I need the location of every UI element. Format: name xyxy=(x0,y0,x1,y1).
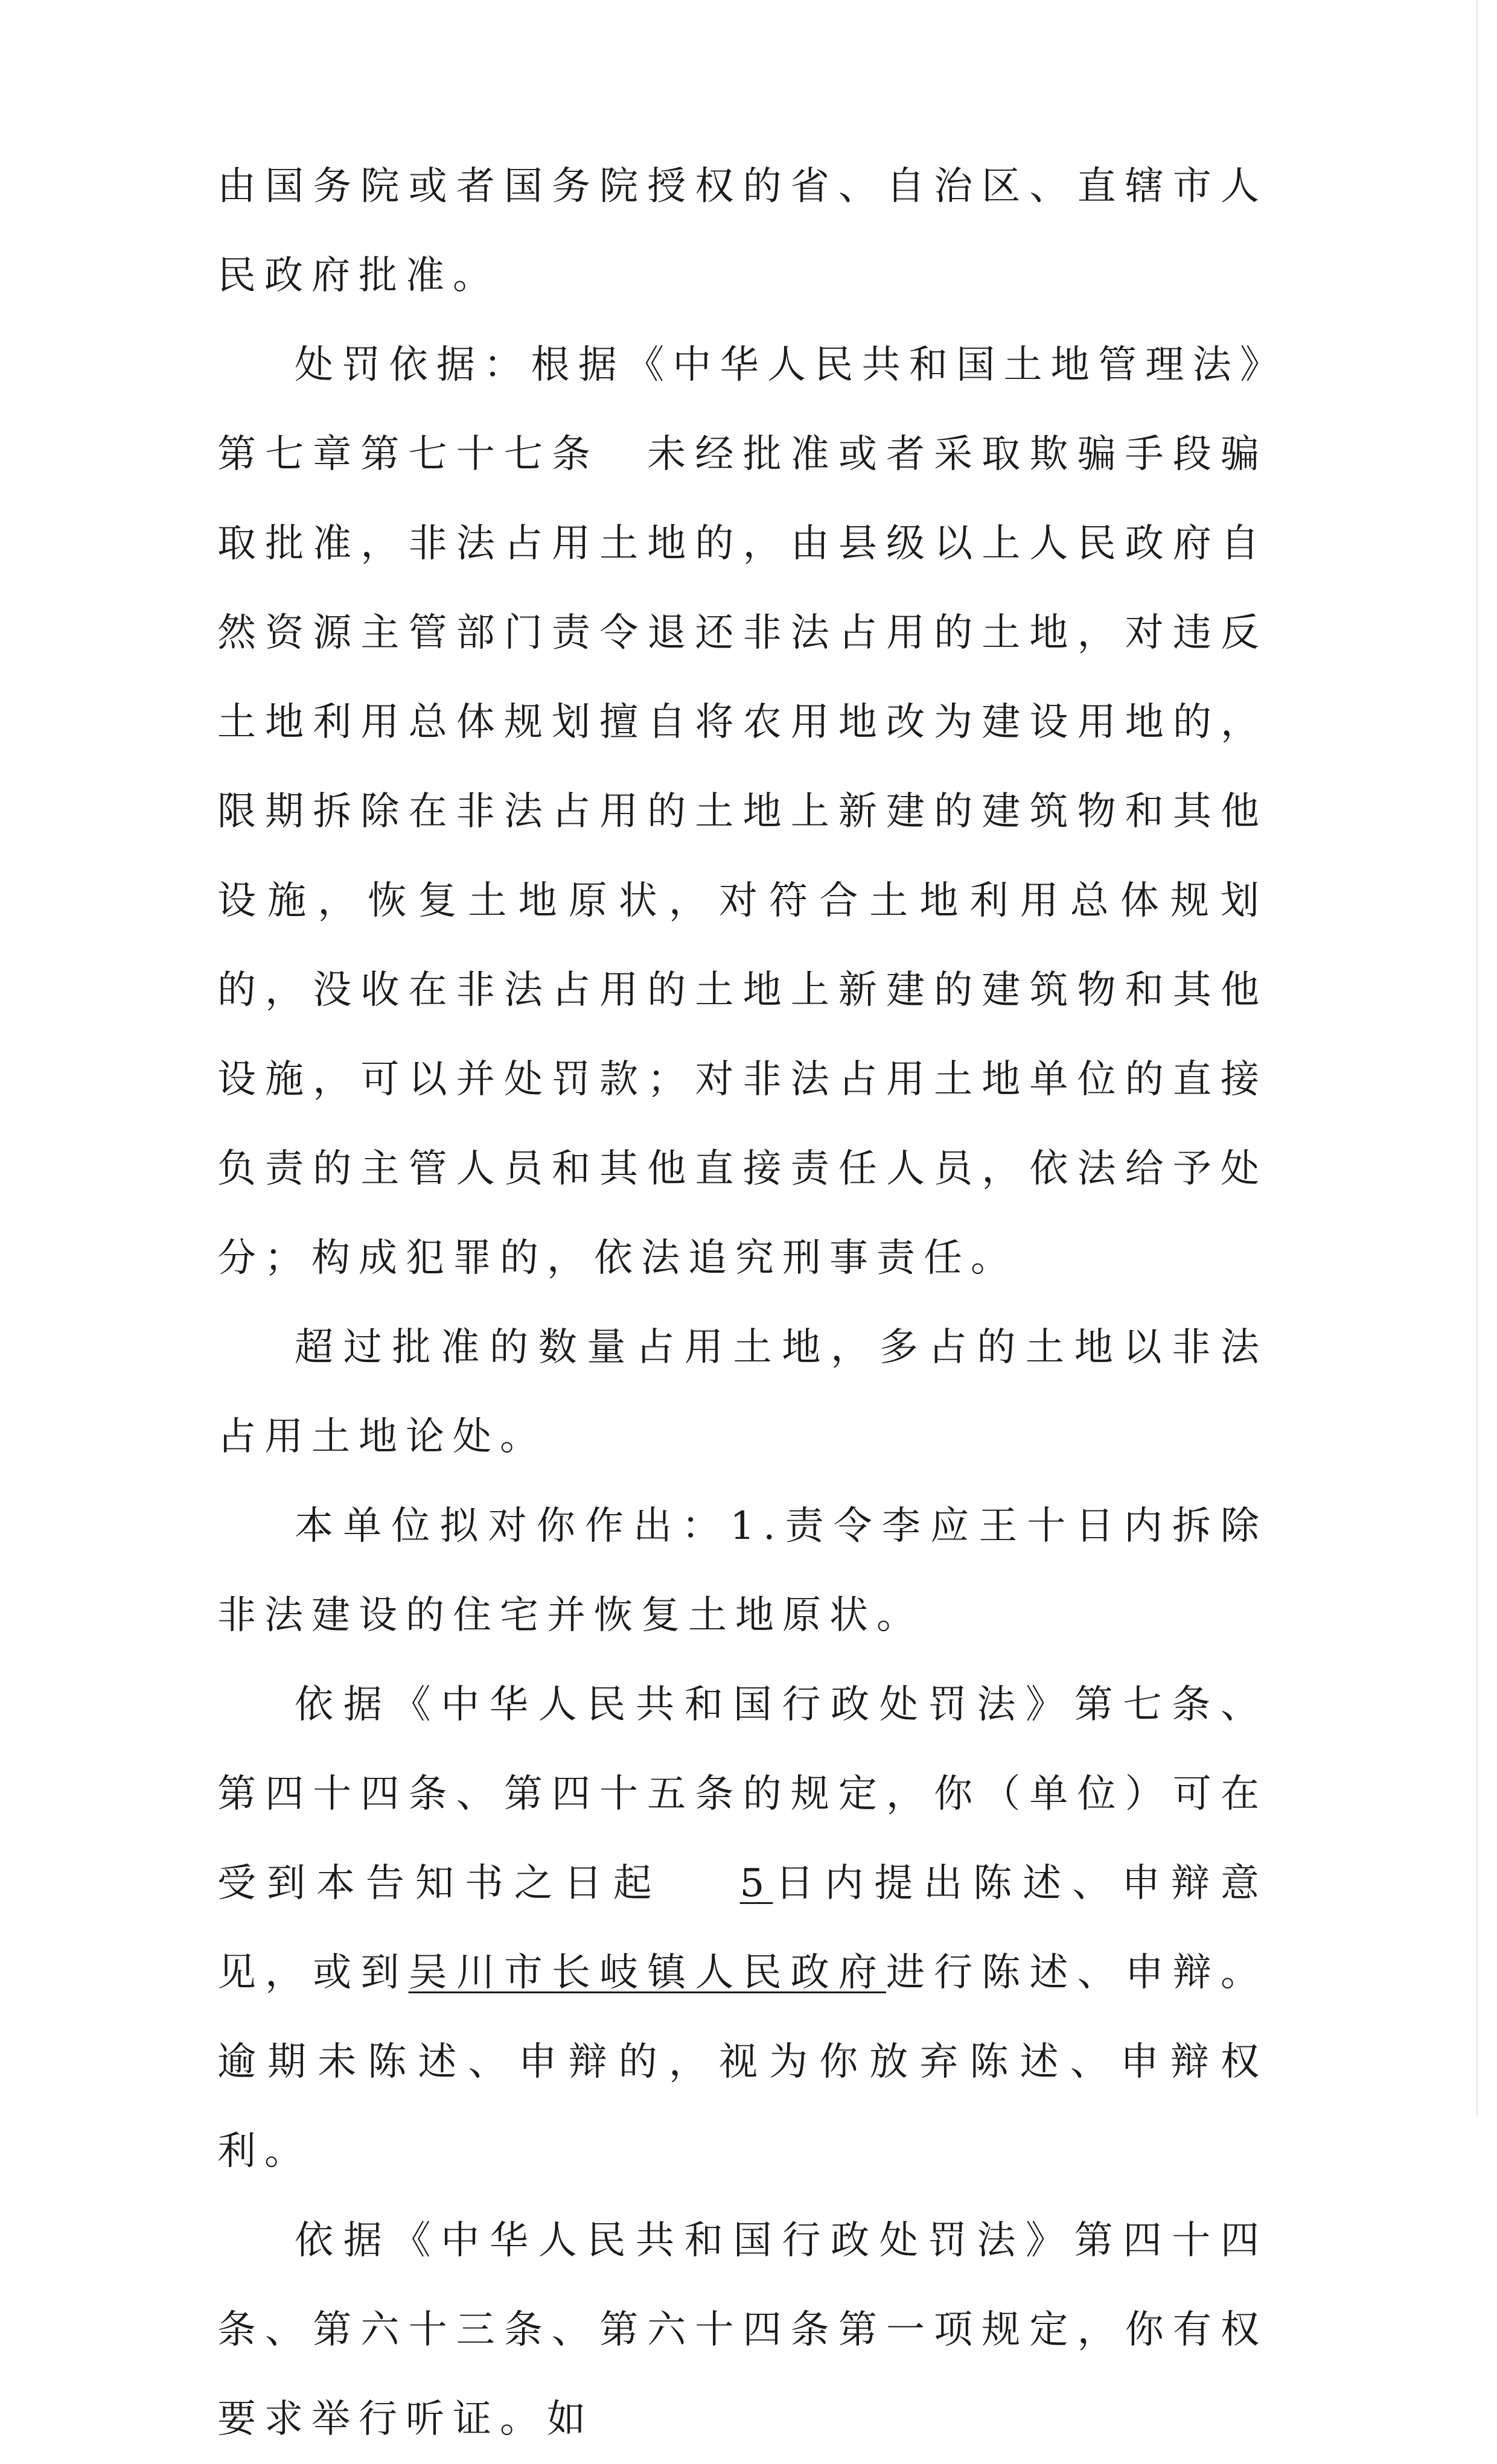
paragraph-penalty-basis: 处罚依据：根据《中华人民共和国土地管理法》第七章第七十七条 未经批准或者采取欺骗手段骗取批准，非法占用土地的，由县级以上人民政府自然资源主管部门责令退还非法占用的土地，对违反土地利用总体规划擅自将农用地改为建设用地的，限期拆除在非法占用的土地上新建的建筑物和其他设施，恢复土地原状，对符合土地利用总体规划的，没收在非法占用的土地上新建的建筑物和其他设施，可以并处罚款；对非法占用土地单位的直接负责的主管人员和其他直接责任人员，依法给予处分；构成犯罪的，依法追究刑事责任。 xyxy=(217,343,1268,1281)
scan-edge-line xyxy=(1476,0,1478,2116)
paragraph-statement-rights xyxy=(217,1660,1268,2196)
statement-rights-middle: 日内提出陈述、申辩意见，或到 xyxy=(217,1861,1268,1995)
paragraph-approval-continuation: 由国务院或者国务院授权的省、自治区、直辖市人民政府批准。 xyxy=(217,164,1268,298)
days-limit: 5 xyxy=(739,1861,773,1906)
statement-rights-intro: 依据《中华人民共和国行政处罚法》第七条、第四十四条、第四十五条的规定，你（单位）可在受到本告知书之日起 xyxy=(217,1682,1268,1906)
paragraph-proposed-decision: 本单位拟对你作出：1.责令李应王十日内拆除非法建设的住宅并恢复土地原状。 xyxy=(217,1504,1268,1638)
statement-rights-end: 进行陈述、申辩。逾期未陈述、申辩的，视为你放弃陈述、申辩权利。 xyxy=(217,1950,1268,2174)
statement-location: 吴川市长岐镇人民政府 xyxy=(408,1950,887,1995)
paragraph-hearing-rights: 依据《中华人民共和国行政处罚法》第四十四条、第六十三条、第六十四条第一项规定，你有权要求举行听证。如 xyxy=(217,2218,1268,2442)
paragraph-excess-land: 超过批准的数量占用土地，多占的土地以非法占用土地论处。 xyxy=(217,1325,1268,1459)
document-body xyxy=(217,142,1268,2464)
